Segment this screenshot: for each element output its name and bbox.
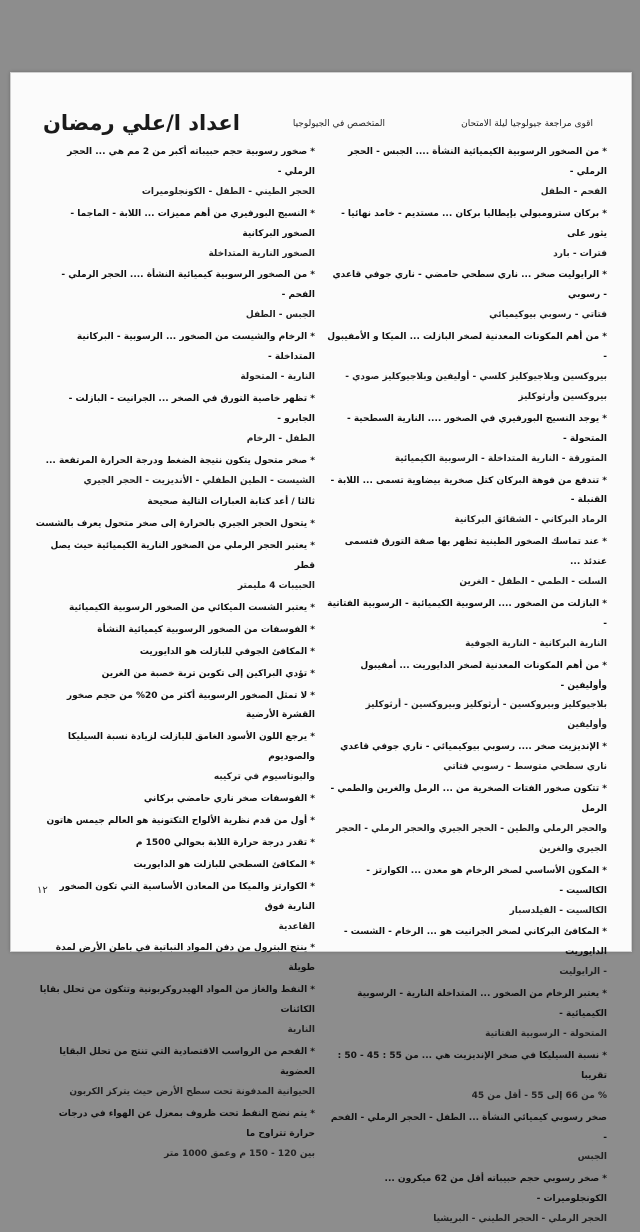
answer-options: والبوتاسيوم في تركيبه <box>213 772 315 783</box>
answer-options: % من 66 إلى 55 - أقل من 45 <box>471 1090 607 1101</box>
question-item <box>327 1109 607 1169</box>
answer-options: الشيست - الطين الطفلي - الأنديزيت - الحجر الجيري <box>83 475 315 486</box>
question-item <box>35 665 315 685</box>
question-item <box>35 812 315 832</box>
question-text: * يتحول الحجر الجيري بالحرارة إلى صخر متحول يعرف بالشست <box>35 519 315 530</box>
answer-options: النارية <box>287 1025 315 1036</box>
question-text: * من الصخور الرسوبية الكيميائية النشأة .... الجبس - الحجر الرملي - <box>347 147 607 177</box>
question-item <box>35 643 315 663</box>
question-item <box>35 452 315 492</box>
question-text: * البازلت من الصخور .... الرسوبية الكيميائية - الرسوبية الفتاتية - <box>327 598 607 629</box>
question-text: * لا تمثل الصخور الرسوبية أكثر من 20% من حجم صخور القشرة الأرضية <box>66 690 315 721</box>
question-text: * الفحم من الرواسب الاقتصادية التي تنتج من تحلل البقايا العضوية <box>59 1046 315 1077</box>
left-column <box>35 143 315 1166</box>
answer-options: الحجر الطيني - الطفل - الكونجلوميرات <box>141 186 315 197</box>
question-item <box>35 515 315 535</box>
question-item <box>327 738 607 778</box>
header-subtitle-right: اقوى مراجعة جيولوجيا ليلة الامتحان <box>461 119 593 129</box>
answer-options: الرماد البركاني - الشقائق البركانية <box>454 515 607 526</box>
question-text: * يرجع اللون الأسود الغامق للبازلت لزيادة نسبة السيليكا والصوديوم <box>67 732 315 763</box>
question-text: * بركان سترومبولي بإيطاليا بركان ... مستديم - خامد نهائيا - يثور على <box>341 208 607 239</box>
question-text: * المكافئ الجوفي للبازلت هو الدايوريت <box>139 646 315 657</box>
question-item <box>327 472 607 532</box>
page-number: ١٢ <box>37 885 48 896</box>
question-text: * عند تماسك الصخور الطينية تظهر بها صفة التورق فتسمى عندئذ ... <box>344 537 607 568</box>
question-text: * تؤدي البراكين إلى تكوين تربة خصبة من الغرين <box>101 668 315 679</box>
question-item <box>327 533 607 593</box>
question-text: * النسيج البورفيري من أهم مميزات ... اللابة - الماجما - الصخور البركانية <box>70 208 315 239</box>
question-text: ثالثا / أعد كتابة العبارات التالية صحيحة <box>147 497 315 508</box>
question-item <box>327 1170 607 1230</box>
question-item <box>35 687 315 727</box>
question-text: * من أهم المكونات المعدنية لصخر البازلت ... الميكا و الأمفيبول - <box>327 332 607 363</box>
answer-options: الصخور النارية المتداخلة <box>208 248 315 259</box>
question-text: * المكافئ السطحي للبازلت هو الدايوريت <box>133 859 315 870</box>
header-subtitle-mid: المتخصص في الجيولوجيا <box>292 119 385 129</box>
answer-options: النارية - المتحولة <box>240 371 315 382</box>
answer-options: ناري سطحي متوسط - رسوبي فتاتي <box>443 762 607 773</box>
question-text: * الفوسفات من الصخور الرسوبية كيميائية النشأة <box>97 624 315 635</box>
answer-options: الفحم - الطفل <box>540 186 607 197</box>
question-text: * صخر متحول يتكون نتيجة الضغط ودرجة الحرارة المرتفعة ... <box>45 455 315 466</box>
question-item <box>35 856 315 876</box>
question-text: * ينتج البترول من دفن المواد النباتية في باطن الأرض لمدة طويلة <box>55 943 315 974</box>
question-text: * يوجد النسيج البورفيري في الصخور .... النارية السطحية - المتحولة - <box>346 413 607 444</box>
question-text: * الإنديزيت صخر .... رسوبي بيوكيميائي - ناري جوفي قاعدي <box>340 742 607 753</box>
question-item <box>35 1043 315 1103</box>
question-text: * يعتبر الشست الميكائي من الصخور الرسوبية الكيميائية <box>69 602 315 613</box>
question-item <box>35 834 315 854</box>
question-text: * تقدر درجة حرارة اللابة بحوالي 1500 م <box>135 837 315 848</box>
question-item <box>35 390 315 450</box>
question-item <box>35 328 315 388</box>
page-header <box>39 111 607 139</box>
question-text: * المكافئ البركاني لصخر الجرانيت هو ... الرخام - الشست - الدايوريت <box>343 927 607 958</box>
question-item <box>327 143 607 203</box>
answer-options: الجبس <box>577 1152 607 1163</box>
question-item <box>327 1047 607 1107</box>
answer-options: الحبيبات 4 مليمتر <box>237 581 315 592</box>
question-item <box>35 621 315 641</box>
question-text: * يعتبر الرخام من الصخور ... المتداخلة النارية - الرسوبية الكيميائية - <box>357 989 607 1020</box>
answer-options: الجبس - الطفل <box>245 310 315 321</box>
question-text: * الرايوليت صخر ... ناري سطحي حامضي - ناري جوفي قاعدي - رسوبي <box>332 270 607 301</box>
answer-options: الحجر الرملي - الحجر الطيني - البريشيا <box>433 1214 607 1225</box>
question-text: * تظهر خاصية التورق في الصخر ... الجرانيت - البازلت - الجابرو - <box>68 393 315 424</box>
question-item <box>35 599 315 619</box>
question-text: * صخور رسوبية حجم حبيباته أكبر من 2 مم هي ... الحجر الرملي - <box>67 147 315 177</box>
author-title: اعداد ا/علي رمضان <box>43 111 240 135</box>
question-item <box>35 939 315 979</box>
answer-options: والحجر الرملي والطين - الحجر الجيري والحجر الرملي - الحجر الجيري والغرين <box>336 823 607 854</box>
question-item <box>327 862 607 922</box>
answer-options: - الرايوليت <box>559 967 607 978</box>
document-page <box>10 72 632 1225</box>
answer-options: الطفل - الرخام <box>246 433 315 444</box>
question-item <box>35 981 315 1041</box>
question-text: * يتم نضج النفط تحت ظروف بمعزل عن الهواء في درجات حرارة تتراوح ما <box>58 1108 315 1139</box>
question-item <box>35 266 315 326</box>
answer-options: النارية البركانية - النارية الجوفية <box>465 638 607 649</box>
answer-options: بلاجيوكليز وبيروكسين - أرثوكليز وبيروكسين - أرثوكليز وأوليفين <box>365 700 607 731</box>
question-item <box>35 493 315 513</box>
answer-options: الكالسيت - الفيلدسبار <box>509 905 607 916</box>
answer-options: فترات - بارد <box>553 248 607 259</box>
question-text: * صخر رسوبي حجم حبيباته أقل من 62 ميكرون ... الكونجلوميرات - <box>384 1174 607 1205</box>
question-item <box>35 205 315 265</box>
answer-options: المتورقة - النارية المتداخلة - الرسوبية الكيميائية <box>394 453 607 464</box>
question-item <box>327 657 607 737</box>
question-text: صخر رسوبي كيميائي النشأة ... الطفل - الحجر الرملي - الفحم - <box>330 1112 607 1143</box>
question-text: * المكون الأساسي لصخر الرخام هو معدن ... الكوارتز - الكالسيت - <box>366 865 607 896</box>
question-text: * تندفع من فوهة البركان كتل صخرية بيضاوية تسمى ... اللابة - القنبلة - <box>330 475 607 506</box>
question-item <box>35 1105 315 1165</box>
question-text: * الكوارتز والميكا من المعادن الأساسية التي تكون الصخور النارية فوق <box>59 881 315 912</box>
question-text: * من أهم المكونات المعدنية لصخر الدايوريت ... أمفيبول وأوليفين - <box>360 660 607 691</box>
question-text: * تتكون صخور الفتات الصخرية من ... الرمل والغرين والطمي - الرمل <box>330 784 607 814</box>
question-item <box>35 728 315 788</box>
question-item <box>327 410 607 470</box>
question-item <box>35 790 315 810</box>
question-item <box>35 143 315 203</box>
question-text: * الفوسفات صخر ناري حامضي بركاني <box>143 794 315 805</box>
question-item <box>327 985 607 1045</box>
question-item <box>327 266 607 326</box>
answer-options: المتحولة - الرسوبية الفتاتية <box>485 1028 607 1039</box>
question-text: * نسبة السيليكا في صخر الإنديزيت هي ... من 55 : 45 - 50 : تقريبا <box>337 1050 607 1081</box>
answer-options: الحيوانية المدفونة تحت سطح الأرض حيث يتركز الكربون <box>69 1086 315 1097</box>
question-text: * أول من قدم نظرية الألواح التكتونية هو العالم جيمس هاتون <box>46 816 315 826</box>
right-column <box>327 143 607 1232</box>
question-item <box>327 780 607 860</box>
question-item <box>327 595 607 655</box>
answer-options: السلت - الطمي - الطفل - الغرين <box>459 577 607 588</box>
question-text: * الرخام والشيست من الصخور ... الرسوبية - البركانية المتداخلة - <box>76 332 315 363</box>
question-item <box>327 205 607 265</box>
answer-options: فتاتي - رسوبي بيوكيميائي <box>489 310 607 321</box>
question-text: * يعتبر الحجر الرملي من الصخور النارية الكيميائية حيث يصل قطر <box>50 541 315 572</box>
question-item <box>35 878 315 938</box>
question-item <box>327 328 607 408</box>
question-text: * النفط والغاز من المواد الهيدروكربونية وتتكون من تحلل بقايا الكائنات <box>39 985 315 1016</box>
answer-options: بين 120 - 150 م وعمق 1000 متر <box>164 1148 315 1159</box>
question-item <box>35 537 315 597</box>
question-item <box>327 923 607 983</box>
answer-options: بيروكسين وبلاجيوكليز كلسي - أوليفين وبلاجيوكليز صودي - بيروكسين وأرثوكليز <box>345 371 607 402</box>
question-text: * من الصخور الرسوبية كيميائية النشأة .... الحجر الرملي - الفحم - <box>61 270 315 301</box>
answer-options: القاعدية <box>278 921 315 932</box>
